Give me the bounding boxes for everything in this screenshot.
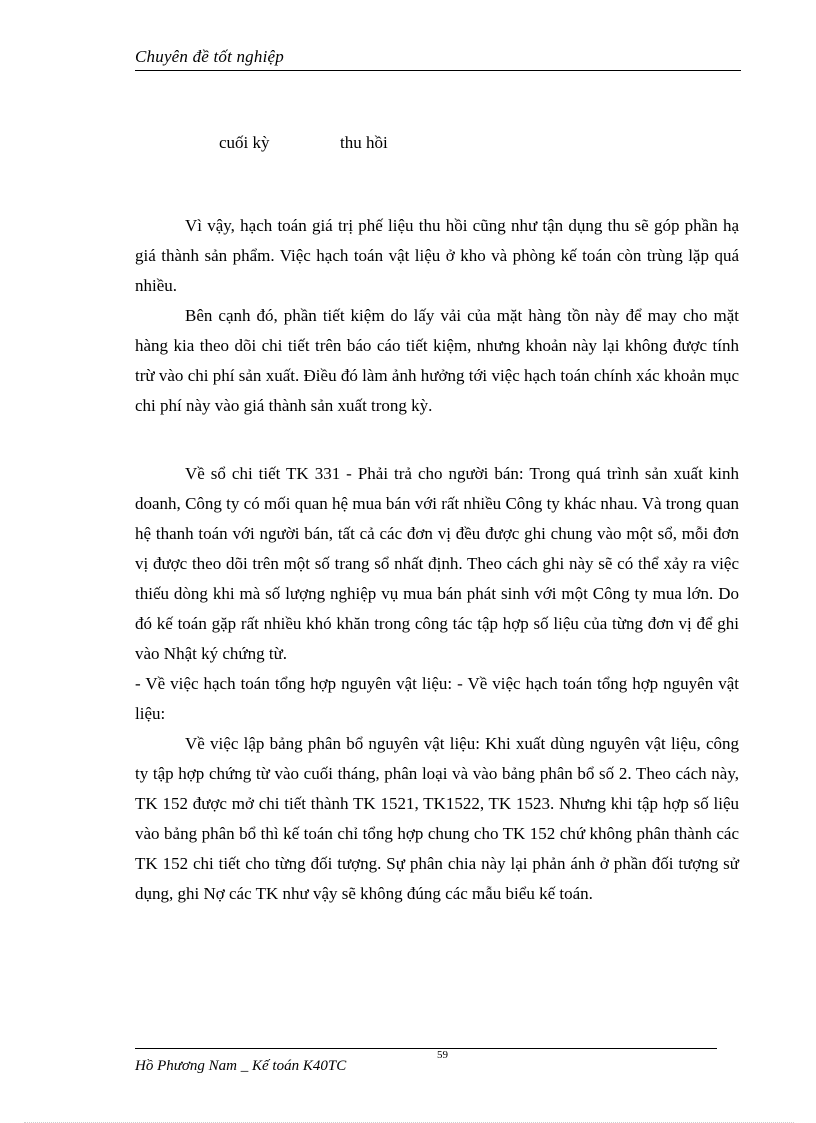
footer-rule bbox=[135, 1048, 717, 1049]
column-head-right: thu hồi bbox=[340, 133, 388, 152]
paragraph: - Về việc hạch toán tổng hợp nguyên vật liệu: - Về việc hạch toán tổng hợp nguyên vật liệu: bbox=[135, 674, 739, 723]
page-number: 59 bbox=[437, 1049, 448, 1061]
column-head-left: cuối kỳ bbox=[219, 133, 270, 152]
header-rule bbox=[135, 70, 741, 71]
paragraph: Về sổ chi tiết TK 331 - Phải trả cho người bán: Trong quá trình sản xuất kinh doanh, Công ty có mối quan hệ mua bán với rất nhiều Công ty khác nhau. Và trong quan hệ thanh toán với người bán, tất cả các đơn vị đều được ghi chung vào một sổ, mỗi đơn vị được theo dõi trên một số trang sổ nhất định. Theo cách ghi này sẽ có thể xảy ra việc thiếu dòng khi mà số lượng nghiệp vụ mua bán phát sinh với một Công ty mua lớn. Do đó kế toán gặp rất nhiều khó khăn trong công tác tập hợp số liệu của từng đơn vị để ghi vào Nhật ký chứng từ. bbox=[135, 464, 739, 663]
header-title: Chuyên đề tốt nghiệp bbox=[135, 47, 284, 66]
footer-author: Hồ Phương Nam _ Kế toán K40TC bbox=[135, 1058, 347, 1074]
paragraph: Vì vậy, hạch toán giá trị phế liệu thu hồi cũng như tận dụng thu sẽ góp phần hạ giá thành sản phẩm. Việc hạch toán vật liệu ở kho và phòng kế toán còn trùng lặp quá nhiều. bbox=[135, 216, 739, 295]
body-block-1 bbox=[135, 211, 739, 421]
paragraph: Về việc lập bảng phân bổ nguyên vật liệu: Khi xuất dùng nguyên vật liệu, công ty tập hợp chứng từ vào cuối tháng, phân loại và vào bảng phân bổ số 2. Theo cách này, TK 152 được mở chi tiết thành TK 1521, TK1522, TK 1523. Nhưng khi tập hợp số liệu vào bảng phân bổ thì kế toán chỉ tổng hợp chung cho TK 152 chứ không phân thành các TK 152 chi tiết cho từng đối tượng. Sự phân chia này lại phản ánh ở phần đối tượng sử dụng, ghi Nợ các TK như vậy sẽ không đúng các mẫu biểu kế toán. bbox=[135, 734, 739, 903]
paragraph: Bên cạnh đó, phần tiết kiệm do lấy vải của mặt hàng tồn này để may cho mặt hàng kia theo dõi chi tiết trên báo cáo tiết kiệm, nhưng khoản này lại không được tính trừ vào chi phí sản xuất. Điều đó làm ảnh hưởng tới việc hạch toán chính xác khoản mục chi phí này vào giá thành sản xuất trong kỳ. bbox=[135, 306, 739, 415]
body-block-2 bbox=[135, 459, 739, 909]
